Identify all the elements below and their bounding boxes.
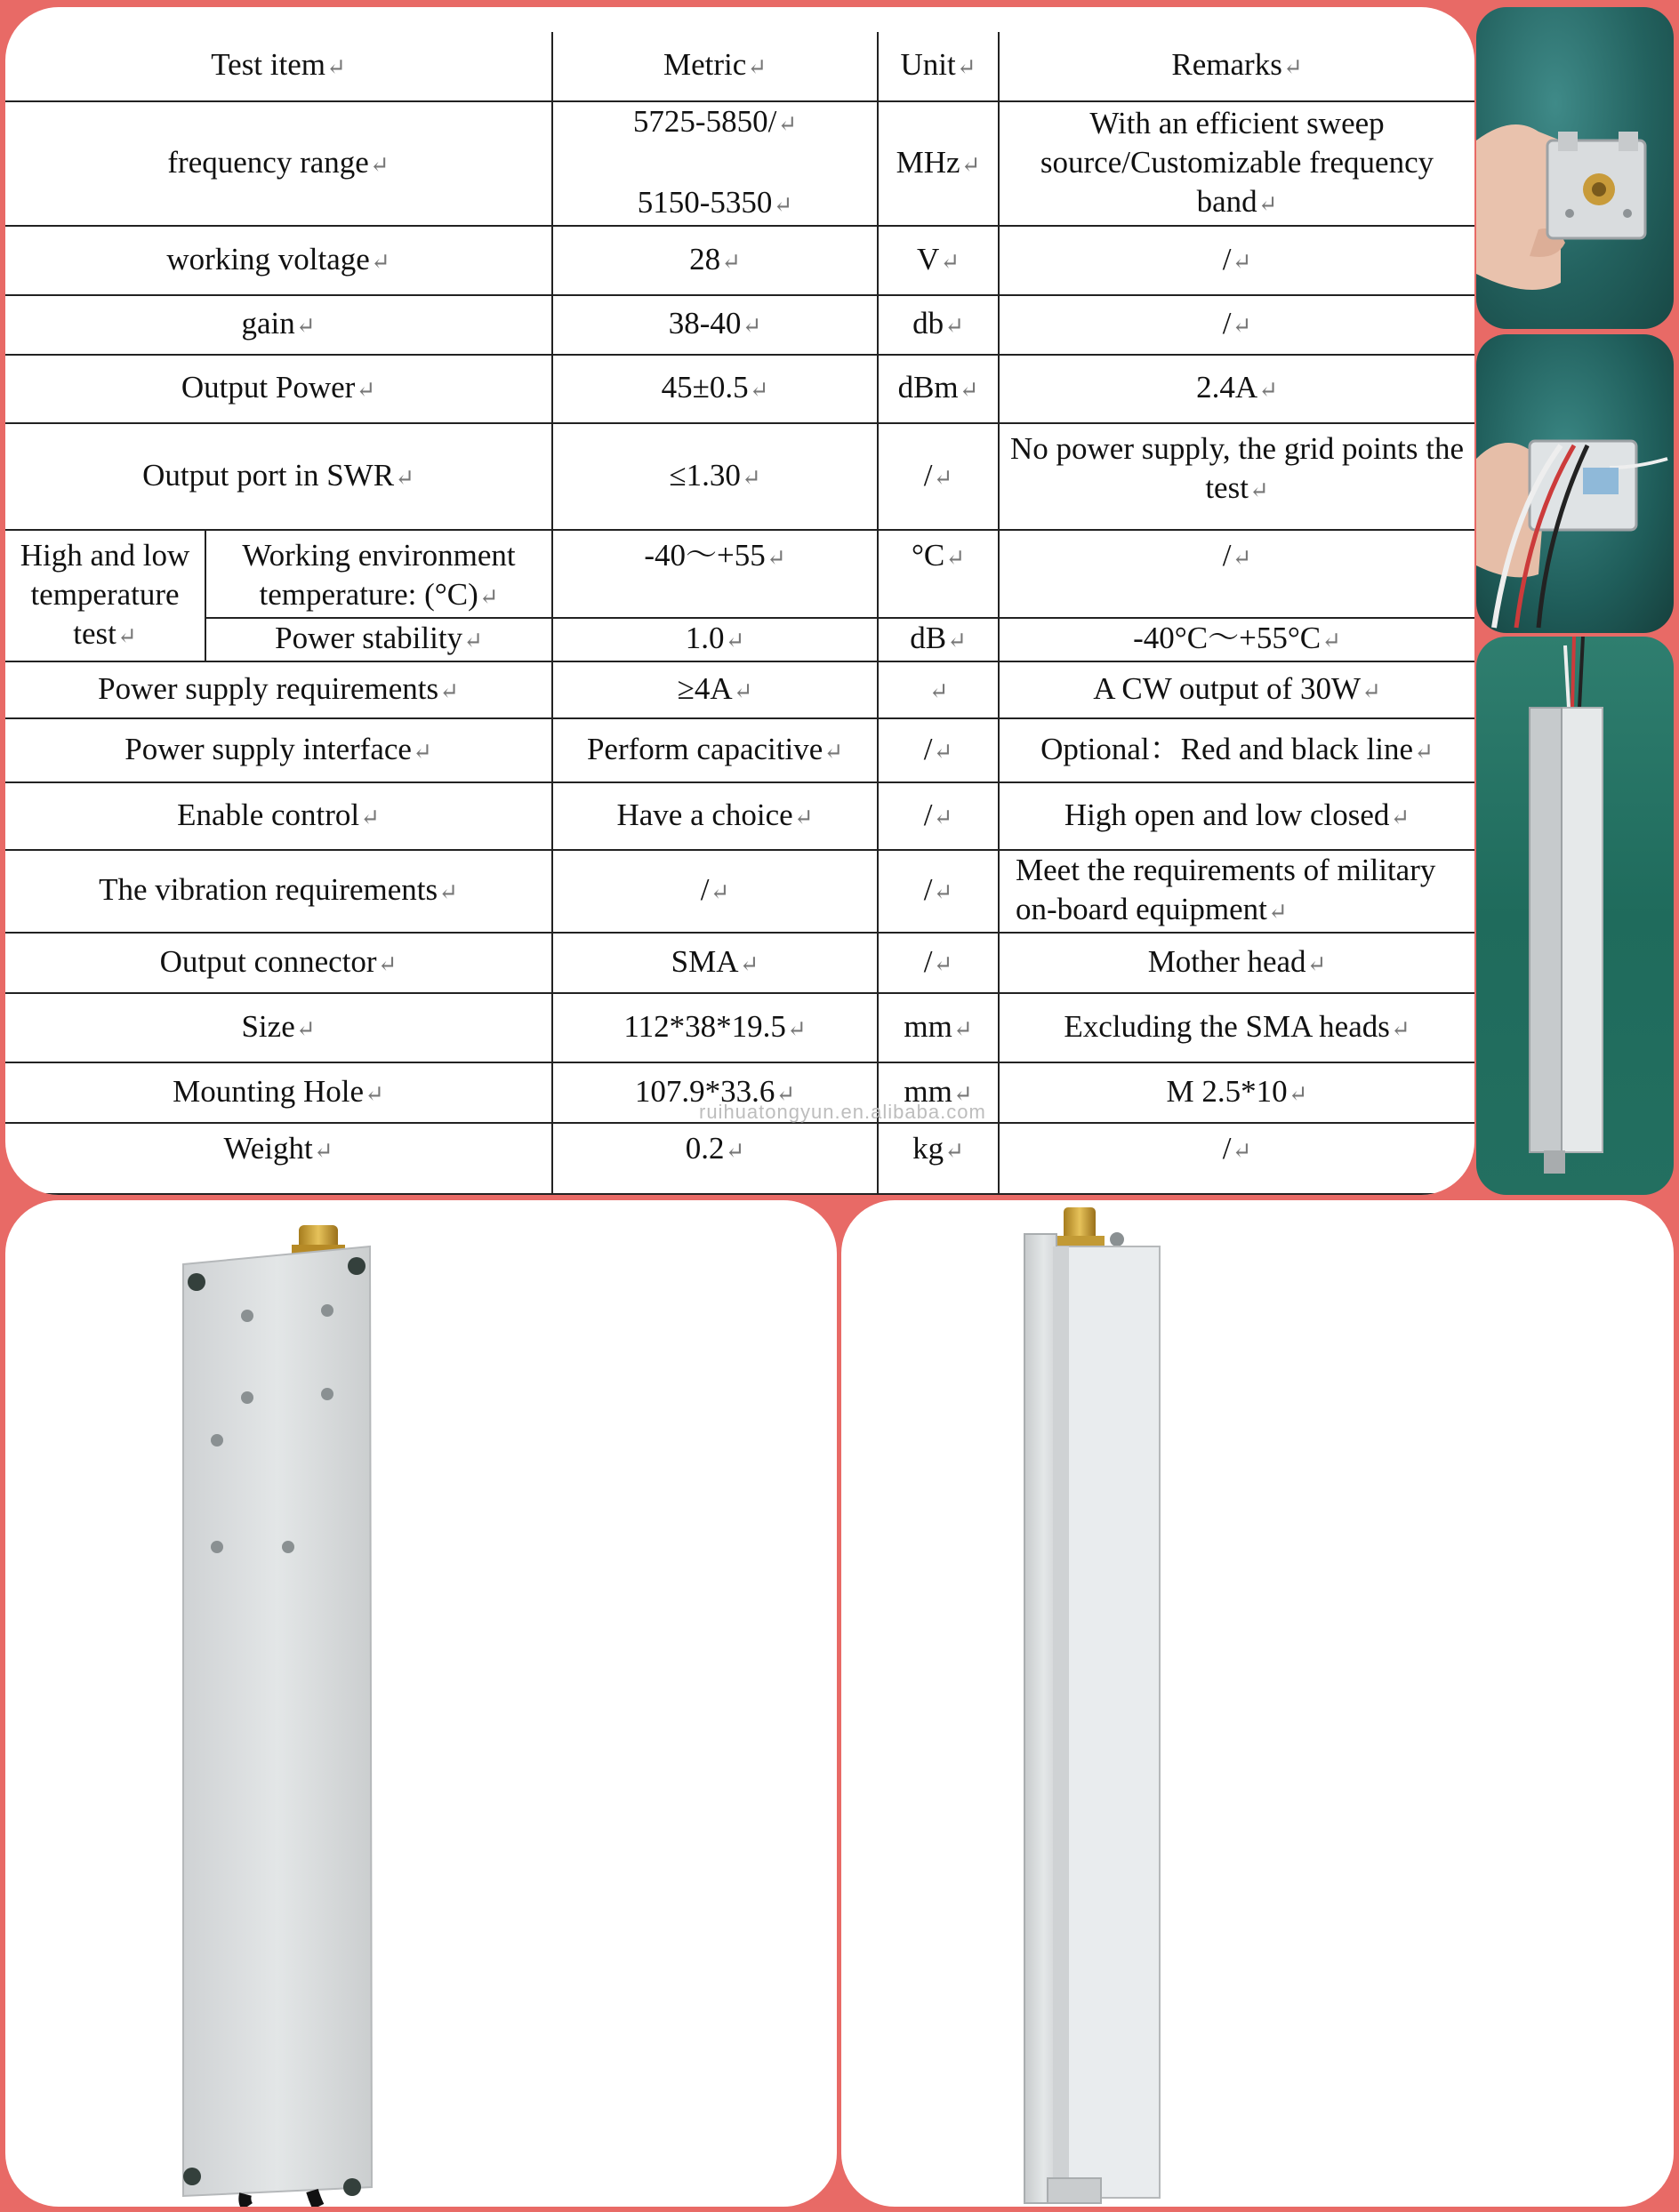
row-metric: 38-40↵ (552, 295, 878, 355)
row-item: Power supply requirements↵ (5, 661, 552, 718)
row-remarks: No power supply, the grid points the test↵ (999, 423, 1474, 530)
photo-module-front (5, 1200, 837, 2207)
watermark: ruihuatongyun.en.alibaba.com (699, 1101, 986, 1123)
row-unit: ↵ (878, 661, 999, 718)
row-remarks: /↵ (999, 295, 1474, 355)
row-metric: 1.0↵ (552, 618, 878, 661)
row-unit: mm↵ (878, 993, 999, 1062)
row-remarks: /↵ (999, 530, 1474, 618)
table-row (5, 933, 1474, 993)
row-unit: /↵ (878, 423, 999, 530)
module-front-illustration (5, 1200, 837, 2207)
module-with-wires-illustration (1476, 334, 1674, 633)
row-metric: -40～+55↵ (552, 530, 878, 618)
row-unit: kg↵ (878, 1123, 999, 1194)
row-item: gain↵ (5, 295, 552, 355)
row-item: frequency range↵ (5, 101, 552, 226)
table-header-row (5, 32, 1474, 101)
row-remarks: /↵ (999, 1123, 1474, 1194)
photo-module-with-wires (1476, 334, 1674, 633)
row-item: Power supply interface↵ (5, 718, 552, 782)
spec-table-panel (5, 7, 1474, 1195)
row-unit: °C↵ (878, 530, 999, 618)
table-row (5, 993, 1474, 1062)
row-item: The vibration requirements↵ (5, 850, 552, 933)
row-remarks: With an efficient sweep source/Customizable frequency band↵ (999, 101, 1474, 226)
table-row (5, 355, 1474, 423)
table-row (5, 618, 1474, 661)
row-metric: /↵ (552, 850, 878, 933)
photo-module-standing (1476, 637, 1674, 1195)
row-metric: 5725-5850/↵ 5150-5350↵ (552, 101, 878, 226)
row-unit: MHz↵ (878, 101, 999, 226)
row-unit: dBm↵ (878, 355, 999, 423)
row-remarks: A CW output of 30W↵ (999, 661, 1474, 718)
row-remarks: Optional：Red and black line↵ (999, 718, 1474, 782)
row-unit: dB↵ (878, 618, 999, 661)
table-row (5, 782, 1474, 850)
table-row (5, 1123, 1474, 1194)
table-row (5, 850, 1474, 933)
photo-module-side (841, 1200, 1674, 2207)
row-remarks: Meet the requirements of military on-board equipment↵ (999, 850, 1474, 933)
row-item: Output Power↵ (5, 355, 552, 423)
row-metric: 45±0.5↵ (552, 355, 878, 423)
row-metric: ≤1.30↵ (552, 423, 878, 530)
module-in-hand-illustration (1476, 7, 1674, 329)
row-unit: /↵ (878, 933, 999, 993)
row-unit: /↵ (878, 850, 999, 933)
table-row (5, 101, 1474, 226)
table-row (5, 423, 1474, 530)
row-metric: 107.9*33.6↵ (552, 1062, 878, 1123)
row-unit: db↵ (878, 295, 999, 355)
row-item: Power stability↵ (205, 618, 552, 661)
row-remarks: M 2.5*10↵ (999, 1062, 1474, 1123)
row-unit: V↵ (878, 226, 999, 295)
header-test-item: Test item↵ (5, 32, 552, 101)
row-item: Working environment temperature: (°C)↵ (205, 530, 552, 618)
row-remarks: Mother head↵ (999, 933, 1474, 993)
row-item: Output port in SWR↵ (5, 423, 552, 530)
row-item: Enable control↵ (5, 782, 552, 850)
row-item: Weight↵ (5, 1123, 552, 1194)
row-metric: 112*38*19.5↵ (552, 993, 878, 1062)
row-unit: /↵ (878, 718, 999, 782)
row-metric: 28↵ (552, 226, 878, 295)
row-remarks: High open and low closed↵ (999, 782, 1474, 850)
row-item: Mounting Hole↵ (5, 1062, 552, 1123)
row-item: Output connector↵ (5, 933, 552, 993)
row-metric: ≥4A↵ (552, 661, 878, 718)
module-standing-illustration (1476, 637, 1674, 1195)
spec-table (5, 32, 1474, 1195)
row-unit: /↵ (878, 782, 999, 850)
table-row (5, 295, 1474, 355)
table-row (5, 661, 1474, 718)
header-remarks: Remarks↵ (999, 32, 1474, 101)
row-metric: Have a choice↵ (552, 782, 878, 850)
row-unit: mm↵ (878, 1062, 999, 1123)
row-remarks: Excluding the SMA heads↵ (999, 993, 1474, 1062)
row-remarks: 2.4A↵ (999, 355, 1474, 423)
row-metric: Perform capacitive↵ (552, 718, 878, 782)
row-remarks: /↵ (999, 226, 1474, 295)
temp-test-group-label: High and low temperature test↵ (5, 530, 205, 661)
row-remarks: -40°C～+55°C↵ (999, 618, 1474, 661)
header-unit: Unit↵ (878, 32, 999, 101)
row-item: working voltage↵ (5, 226, 552, 295)
photo-hand-holding-module (1476, 7, 1674, 329)
row-metric: SMA↵ (552, 933, 878, 993)
row-metric: 0.2↵ (552, 1123, 878, 1194)
row-item: Size↵ (5, 993, 552, 1062)
table-row (5, 226, 1474, 295)
table-row (5, 530, 1474, 618)
header-metric: Metric↵ (552, 32, 878, 101)
table-row (5, 718, 1474, 782)
module-side-illustration (841, 1200, 1674, 2207)
